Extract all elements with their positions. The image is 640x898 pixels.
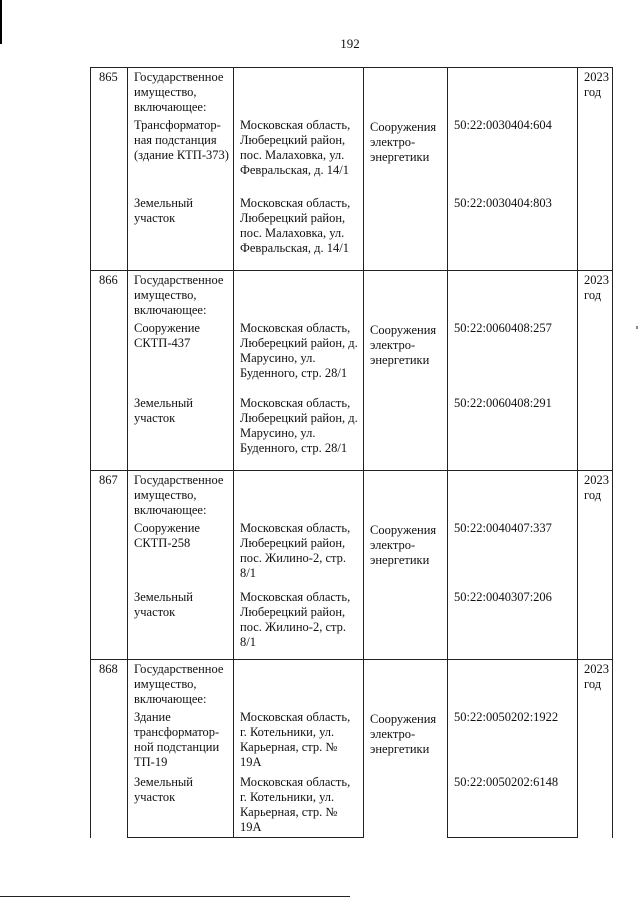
record-title: Государственное имущество, включающее: <box>128 271 234 321</box>
item-name: Земельный участок <box>128 590 234 660</box>
record-address-empty <box>234 271 364 321</box>
item-address: Московская область, Люберецкий район, д. Марусино, ул. Буденного, стр. 28/1 <box>234 321 364 396</box>
category-text: Сооружения электро-энергетики <box>370 523 437 567</box>
page-number: 192 <box>340 36 360 51</box>
record-title: Государственное имущество, включающее: <box>128 660 234 710</box>
item-address: Московская область, г. Котельники, ул. Карьерная, стр. № 19А <box>234 775 364 838</box>
record-item-row <box>91 775 613 838</box>
item-cadastral-number: 50:22:0030404:604 <box>448 118 578 196</box>
item-cadastral-number: 50:22:0050202:6148 <box>448 775 578 838</box>
item-cadastral-number: 50:22:0050202:1922 <box>448 710 578 775</box>
record-item-row <box>91 590 613 660</box>
record-year: 2023 год <box>578 471 613 660</box>
record-year: 2023 год <box>578 68 613 271</box>
item-name: Земельный участок <box>128 196 234 271</box>
item-cadastral-number: 50:22:0060408:291 <box>448 396 578 471</box>
item-cadastral-number: 50:22:0040307:206 <box>448 590 578 660</box>
record-address-empty <box>234 68 364 118</box>
record-category <box>364 68 448 271</box>
record-header-row <box>91 660 613 710</box>
record-header-row <box>91 271 613 321</box>
record-category <box>364 471 448 660</box>
record-category <box>364 660 448 838</box>
item-address: Московская область, Люберецкий район, д. Марусино, ул. Буденного, стр. 28/1 <box>234 396 364 471</box>
item-name: Сооружение СКТП-437 <box>128 321 234 396</box>
item-name: Сооружение СКТП-258 <box>128 521 234 590</box>
item-address: Московская область, Люберецкий район, пос. Жилино-2, стр. 8/1 <box>234 521 364 590</box>
record-item-row <box>91 118 613 196</box>
record-item-row <box>91 396 613 471</box>
record-address-empty <box>234 471 364 521</box>
category-text: Сооружения электро-энергетики <box>370 120 437 164</box>
record-item-row <box>91 521 613 590</box>
record-cadastral-empty <box>448 271 578 321</box>
record-category <box>364 271 448 471</box>
record-number: 868 <box>91 660 128 838</box>
item-address: Московская область, г. Котельники, ул. Карьерная, стр. № 19А <box>234 710 364 775</box>
margin-mark <box>636 326 638 329</box>
item-address: Московская область, Люберецкий район, пос. Малаховка, ул. Февральская, д. 14/1 <box>234 196 364 271</box>
record-title: Государственное имущество, включающее: <box>128 68 234 118</box>
record-item-row <box>91 710 613 775</box>
item-name: Трансформатор-ная подстанция (здание КТП-373) <box>128 118 234 196</box>
item-cadastral-number: 50:22:0040407:337 <box>448 521 578 590</box>
record-year: 2023 год <box>578 660 613 838</box>
record-number: 867 <box>91 471 128 660</box>
record-address-empty <box>234 660 364 710</box>
item-address: Московская область, Люберецкий район, пос. Малаховка, ул. Февральская, д. 14/1 <box>234 118 364 196</box>
category-text: Сооружения электро-энергетики <box>370 323 437 367</box>
footer-rule <box>0 896 350 897</box>
property-registry-table <box>90 67 613 838</box>
record-item-row <box>91 321 613 396</box>
record-header-row <box>91 68 613 118</box>
record-header-row <box>91 471 613 521</box>
item-cadastral-number: 50:22:0030404:803 <box>448 196 578 271</box>
item-name: Земельный участок <box>128 396 234 471</box>
item-address: Московская область, Люберецкий район, пос. Жилино-2, стр. 8/1 <box>234 590 364 660</box>
item-cadastral-number: 50:22:0060408:257 <box>448 321 578 396</box>
item-name: Здание трансформатор-ной подстанции ТП-19 <box>128 710 234 775</box>
item-name: Земельный участок <box>128 775 234 838</box>
record-item-row <box>91 196 613 271</box>
record-number: 865 <box>91 68 128 271</box>
category-text: Сооружения электро-энергетики <box>370 712 437 756</box>
record-title: Государственное имущество, включающее: <box>128 471 234 521</box>
record-year: 2023 год <box>578 271 613 471</box>
record-cadastral-empty <box>448 68 578 118</box>
record-number: 866 <box>91 271 128 471</box>
record-cadastral-empty <box>448 471 578 521</box>
record-cadastral-empty <box>448 660 578 710</box>
